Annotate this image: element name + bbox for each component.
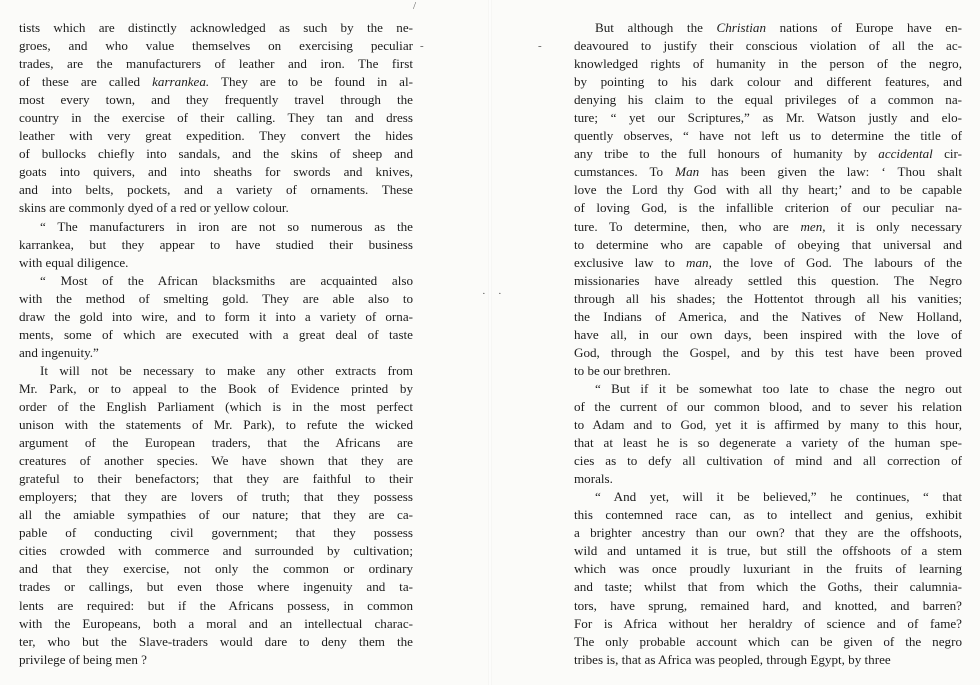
text-line: order of the English Parliament (which is in the most perfect: [19, 398, 413, 414]
margin-speck: -: [538, 40, 542, 52]
text-line: God, through the Gospel, and by this test have been proved: [574, 344, 962, 360]
text-line: to be our brethren.: [574, 362, 671, 378]
text-line: lents are required: but if the Africans possess, in common: [19, 597, 413, 613]
text-line: It will not be necessary to make any other extracts from: [40, 362, 413, 378]
text-line: the Indians of America, and the Natives of New Holland,: [574, 308, 962, 324]
text-line: of the current of our common blood, and to sever his relation: [574, 398, 962, 414]
text-line: and taste; whilst that from which the Goths, their calumnia-: [574, 579, 962, 595]
text-line: exclusive law to man, the love of God. The labours of the: [574, 254, 962, 270]
text-line: creatures of another species. We have shown that they are: [19, 453, 413, 469]
text-line: that at least he is so degenerate a variety of the human spe-: [574, 435, 962, 451]
text-line: and ingenuity.”: [19, 344, 99, 360]
right-page: [490, 0, 980, 685]
text-line: to determine who are capable of obeying that universal and: [574, 236, 962, 252]
text-line: of these are called karrankea. They are to be found in al-: [19, 74, 413, 90]
text-line: goats into quivers, and into sheaths for swords and knives,: [19, 164, 413, 180]
text-line: to Adam and to God, yet it is affirmed by many to this hour,: [574, 417, 962, 433]
text-line: quently observes, “ have not left us to determine the title of: [574, 128, 962, 144]
text-line: leather with very great expedition. They convert the hides: [19, 128, 413, 144]
text-line: any tribe to the full honours of humanity by accidental cir-: [574, 146, 962, 162]
text-line: Mr. Park, or to appeal to the Book of Evidence printed by: [19, 380, 413, 396]
text-line: knowledged rights of humanity in the person of the negro,: [574, 56, 962, 72]
text-line: love the Lord thy God with all thy heart;’ and to be capable: [574, 182, 962, 198]
text-line: morals.: [574, 471, 613, 487]
text-line: a brighter ancestry than our own? that they are the offshoots,: [574, 525, 962, 541]
text-line: which was once proudly luxuriant in the fruits of learning: [574, 561, 962, 577]
text-line: “ The manufacturers in iron are not so numerous as the: [40, 218, 413, 234]
text-line: draw the gold into wire, and to form it into a variety of orna-: [19, 308, 413, 324]
text-line: pable of conducting civil government; that they possess: [19, 525, 413, 541]
text-line: by pointing to his dark colour and different features, and: [574, 74, 962, 90]
right-page-text: [574, 19, 962, 669]
text-line: groes, and who value themselves on exercising peculiar: [19, 38, 413, 54]
text-line: argument of the European traders, that the Africans are: [19, 435, 413, 451]
text-line: denying his claim to the equal privileges of a common na-: [574, 92, 962, 108]
text-line: “ Most of the African blacksmiths are acquainted also: [40, 272, 413, 288]
text-line: all the amiable sympathies of our nature; that they are ca-: [19, 507, 413, 523]
text-line: tribes is, that as Africa was peopled, through Egypt, by three: [574, 651, 891, 667]
text-line: this contemned race can, as to intellect and genius, exhibit: [574, 507, 962, 523]
text-line: grateful to their benefactors; that they are faithful to their: [19, 471, 413, 487]
top-pencil-mark: /: [413, 0, 417, 12]
text-line: ter, who but the Slave-traders would dare to deny them the: [19, 633, 413, 649]
text-line: with the method of smelting gold. They are able also to: [19, 290, 413, 306]
text-line: and into belts, pockets, and a variety of ornaments. These: [19, 182, 413, 198]
text-line: For is Africa without her heraldry of science and of fame?: [574, 615, 962, 631]
text-line: cumstances. To Man has been given the law: ‘ Thou shalt: [574, 164, 962, 180]
text-line: karrankea, but they appear to have studied their business: [19, 236, 413, 252]
left-page-text: [19, 19, 413, 669]
text-line: But although the Christian nations of Europe have en-: [595, 20, 962, 35]
text-line: tists which are distinctly acknowledged as such by the ne-: [19, 20, 413, 35]
text-line: have all, in our own days, been inspired with the love of: [574, 326, 962, 342]
text-line: privilege of being men ?: [19, 651, 147, 667]
text-line: The only probable account which can be given of the negro: [574, 633, 962, 649]
text-line: skins are commonly dyed of a red or yellow colour.: [19, 200, 289, 216]
text-line: missionaries have already settled this question. The Negro: [574, 272, 962, 288]
text-line: trades, are the manufacturers of leather and iron. The first: [19, 56, 413, 72]
text-line: deavoured to justify their conscious violation of all the ac-: [574, 38, 962, 54]
text-line: ture; “ yet our Scriptures,” as Mr. Watson justly and elo-: [574, 110, 962, 126]
text-line: “ But if it be somewhat too late to chase the negro out: [595, 380, 962, 396]
text-line: of loving God, is the infallible criterion of our peculiar na-: [574, 200, 962, 216]
text-line: trades or callings, but even those where ingenuity and ta-: [19, 579, 413, 595]
text-line: ments, some of which are executed with a great deal of taste: [19, 326, 413, 342]
text-line: tors, have sprung, remained hard, and knotted, and barren?: [574, 597, 962, 613]
text-line: of bullocks chiefly into sandals, and the skins of sheep and: [19, 146, 413, 162]
text-line: through all his shades; the Hottentot through all his vanities;: [574, 290, 962, 306]
margin-speck: ·: [482, 288, 486, 300]
text-line: country in the exercise of their calling. They tan and dress: [19, 110, 413, 126]
text-line: cities crowded with commerce and surrounded by cultivation;: [19, 543, 413, 559]
text-line: unison with the statements of Mr. Park), to refute the wicked: [19, 417, 413, 433]
margin-speck: ·: [498, 288, 502, 300]
text-line: most every town, and they frequently travel through the: [19, 92, 413, 108]
text-line: wild and untamed it is true, but still the offshoots of a stem: [574, 543, 962, 559]
text-line: with equal diligence.: [19, 254, 129, 270]
text-line: “ And yet, will it be believed,” he continues, “ that: [595, 489, 962, 505]
text-line: cies as to defy all cultivation of mind and all correction of: [574, 453, 962, 469]
text-line: employers; that they are lovers of truth; that they possess: [19, 489, 413, 505]
text-line: and that they exercise, not only the common or ordinary: [19, 561, 413, 577]
text-line: with the Europeans, both a moral and an intellectual charac-: [19, 615, 413, 631]
text-line: ture. To determine, then, who are men, it is only necessary: [574, 218, 962, 234]
margin-speck: -: [420, 40, 424, 52]
